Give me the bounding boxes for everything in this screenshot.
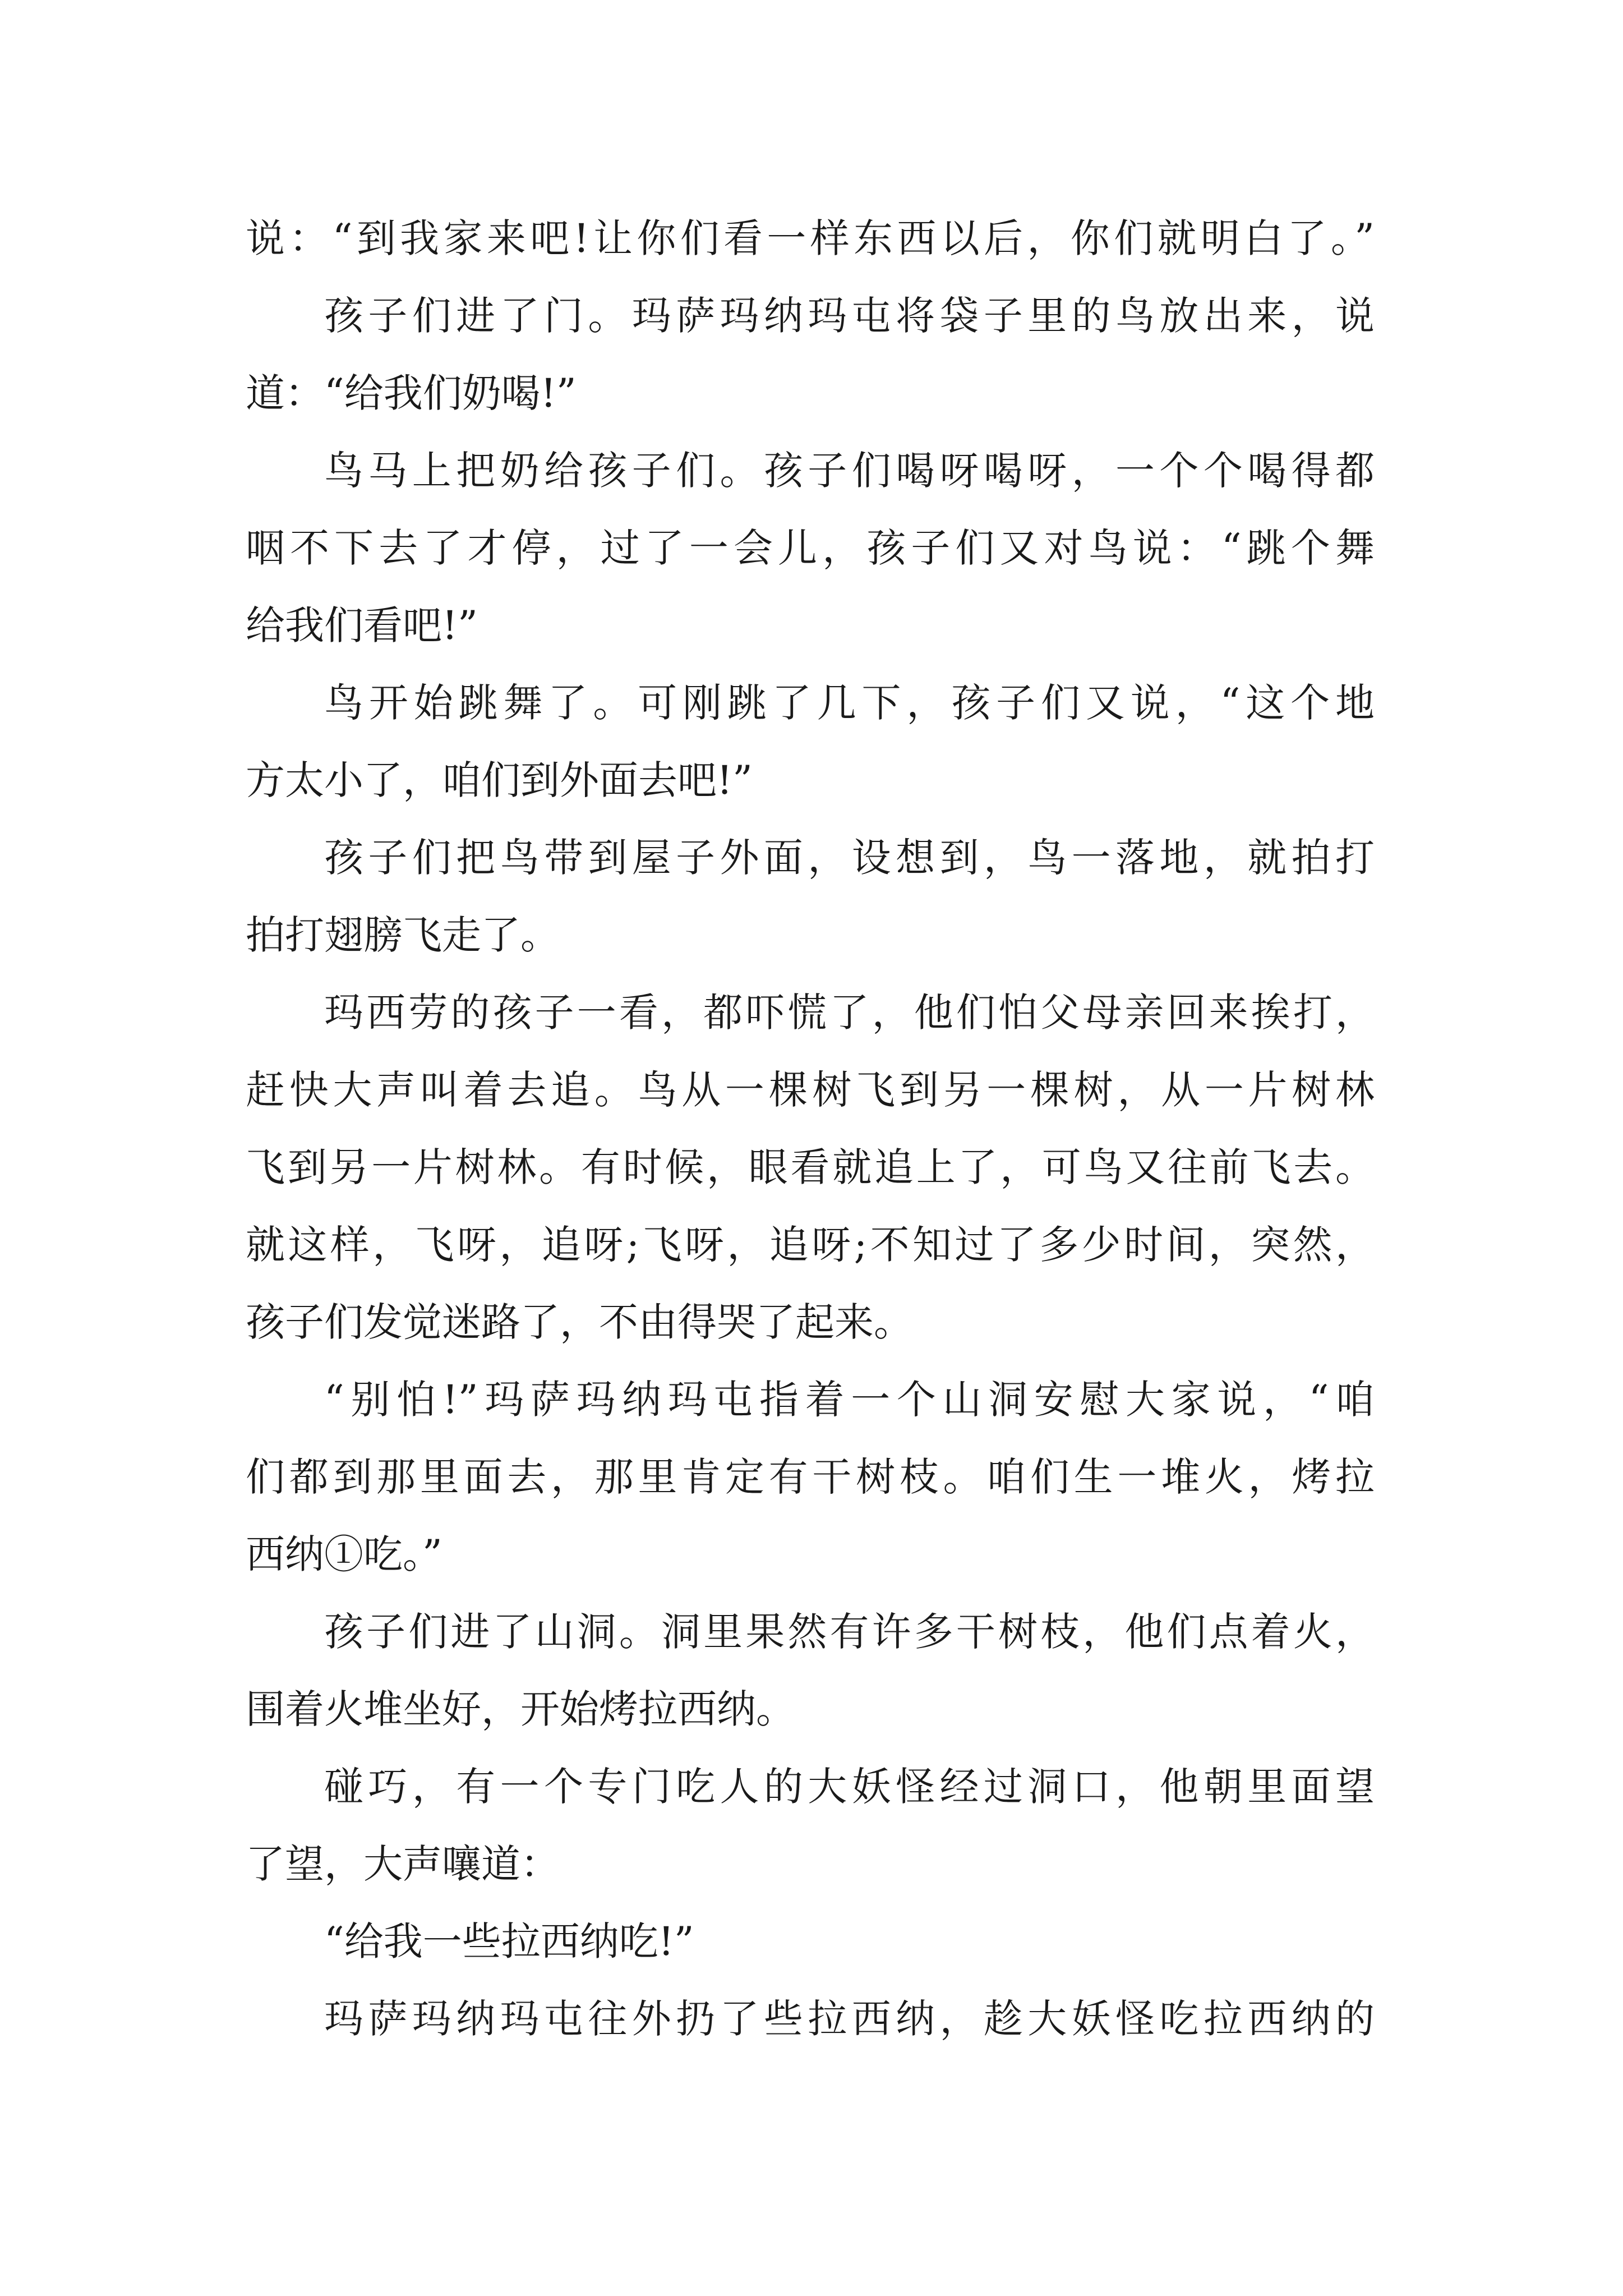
text-line: 道：“给我们奶喝!” (246, 370, 577, 416)
paragraph (246, 974, 1375, 1361)
text-line: 鸟开始跳舞了。可刚跳了几下，孩子们又说，“这个地 (324, 680, 1375, 726)
text-line: “别怕!”玛萨玛纳玛屯指着一个山洞安慰大家说，“咱 (324, 1377, 1375, 1423)
paragraph (246, 1903, 1375, 1980)
text-line: 就这样，飞呀，追呀;飞呀，追呀;不知过了多少时间，突然， (246, 1222, 1375, 1268)
paragraph (246, 1980, 1375, 2058)
paragraph (246, 1748, 1375, 1903)
text-line: 给我们看吧!” (246, 602, 478, 648)
text-line: 孩子们把鸟带到屋子外面，设想到，鸟一落地，就拍打 (324, 835, 1375, 881)
text-line: 玛萨玛纳玛屯往外扔了些拉西纳，趁大妖怪吃拉西纳的 (324, 1996, 1375, 2042)
text-line: 碰巧，有一个专门吃人的大妖怪经过洞口，他朝里面望 (324, 1764, 1375, 1810)
paragraph (246, 1593, 1375, 1748)
text-line: 拍打翅膀飞走了。 (246, 912, 560, 958)
text-line: 们都到那里面去，那里肯定有干树枝。咱们生一堆火，烤拉 (246, 1454, 1375, 1500)
paragraph (246, 432, 1375, 664)
paragraph (246, 819, 1375, 974)
text-line: 孩子们进了门。玛萨玛纳玛屯将袋子里的鸟放出来，说 (324, 293, 1375, 339)
paragraph (246, 1361, 1375, 1593)
text-line: 飞到另一片树林。有时候，眼看就追上了，可鸟又往前飞去。 (246, 1144, 1375, 1190)
text-line: 孩子们进了山洞。洞里果然有许多干树枝，他们点着火， (324, 1609, 1375, 1655)
text-line: 方太小了，咱们到外面去吧!” (246, 757, 753, 803)
paragraph (246, 664, 1375, 819)
text-line: “给我一些拉西纳吃!” (324, 1918, 694, 1964)
text-line: 西纳①吃。” (246, 1531, 442, 1577)
body-text (246, 200, 1375, 2058)
paragraph (246, 277, 1375, 432)
text-line: 说：“到我家来吧!让你们看一样东西以后，你们就明白了。” (246, 215, 1375, 261)
text-line: 玛西劳的孩子一看，都吓慌了，他们怕父母亲回来挨打， (324, 990, 1375, 1036)
paragraph (246, 200, 1375, 277)
text-line: 赶快大声叫着去追。鸟从一棵树飞到另一棵树，从一片树林 (246, 1067, 1375, 1113)
text-line: 了望，大声嚷道： (246, 1841, 560, 1887)
text-line: 咽不下去了才停，过了一会儿，孩子们又对鸟说：“跳个舞 (246, 525, 1375, 571)
text-line: 围着火堆坐好，开始烤拉西纳。 (246, 1686, 795, 1732)
text-line: 鸟马上把奶给孩子们。孩子们喝呀喝呀，一个个喝得都 (324, 448, 1375, 494)
text-line: 孩子们发觉迷路了，不由得哭了起来。 (246, 1299, 913, 1345)
